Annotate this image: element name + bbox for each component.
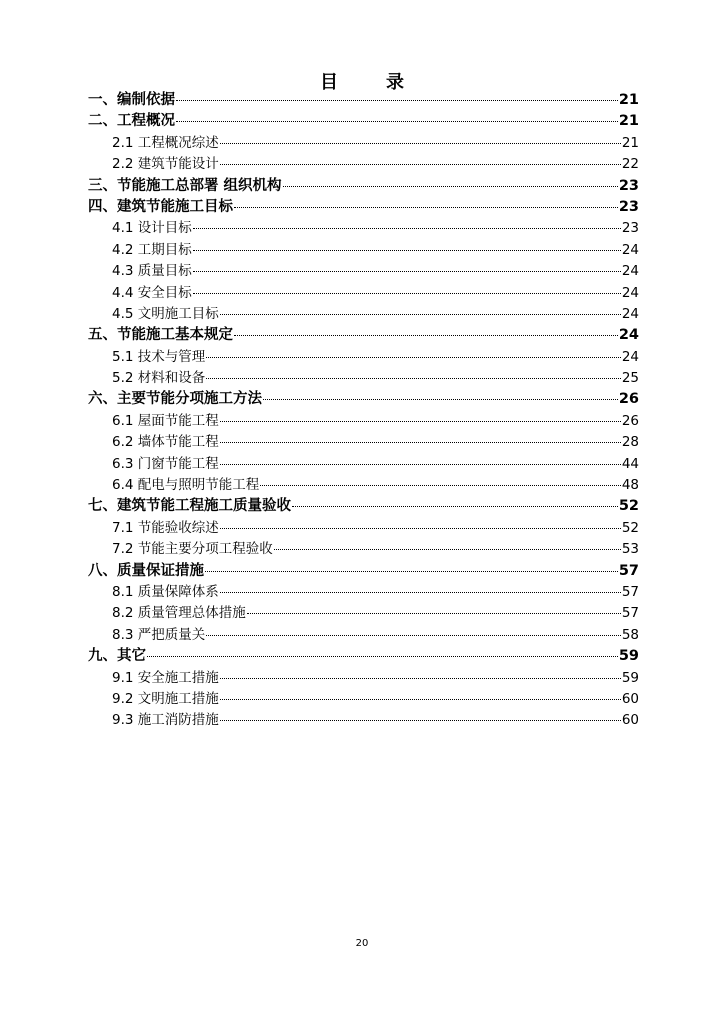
- toc-entry-section[interactable]: [88, 347, 639, 368]
- toc-entry-label: 六、主要节能分项施工方法: [88, 391, 262, 408]
- toc-entry-chapter[interactable]: [88, 176, 639, 197]
- toc-entry-page: 60: [621, 690, 639, 707]
- toc-entry-section[interactable]: [88, 539, 639, 560]
- dot-leader: [274, 549, 621, 550]
- toc-entry-label: 八、质量保证措施: [88, 562, 204, 579]
- toc-entry-page: 24: [621, 263, 639, 280]
- toc-entry-page: 25: [621, 370, 639, 387]
- dot-leader: [220, 592, 621, 593]
- toc-entry-label: 8.2 质量管理总体措施: [112, 605, 246, 622]
- dot-leader: [220, 314, 621, 315]
- toc-entry-page: 59: [618, 648, 639, 665]
- toc-entry-label: 4.2 工期目标: [112, 241, 192, 258]
- page-number: 20: [355, 938, 369, 949]
- toc-entry-label: 2.2 建筑节能设计: [112, 156, 219, 173]
- toc-entry-section[interactable]: [88, 411, 639, 432]
- toc-entry-section[interactable]: [88, 689, 639, 710]
- toc-entry-section[interactable]: [88, 475, 639, 496]
- toc-entry-page: 52: [618, 498, 639, 515]
- toc-entry-label: 5.1 技术与管理: [112, 348, 206, 365]
- dot-leader: [260, 485, 621, 486]
- dot-leader: [205, 571, 618, 572]
- toc-entry-section[interactable]: [88, 218, 639, 239]
- toc-entry-label: 6.4 配电与照明节能工程: [112, 477, 260, 494]
- toc-entry-label: 9.3 施工消防措施: [112, 712, 219, 729]
- toc-entry-page: 52: [621, 519, 639, 536]
- toc-entry-page: 48: [621, 477, 639, 494]
- toc-entry-page: 57: [618, 562, 639, 579]
- toc-entry-label: 6.1 屋面节能工程: [112, 412, 219, 429]
- toc-entry-section[interactable]: [88, 368, 639, 389]
- dot-leader: [147, 656, 618, 657]
- toc-entry-label: 四、建筑节能施工目标: [88, 198, 233, 215]
- toc-entry-section[interactable]: [88, 668, 639, 689]
- dot-leader: [220, 699, 621, 700]
- toc-entry-page: 23: [621, 220, 639, 237]
- toc-entry-page: 28: [621, 434, 639, 451]
- dot-leader: [193, 293, 621, 294]
- toc-entry-label: 4.4 安全目标: [112, 284, 192, 301]
- toc-entry-label: 九、其它: [88, 648, 146, 665]
- toc-entry-page: 24: [621, 241, 639, 258]
- dot-leader: [193, 228, 621, 229]
- toc-entry-page: 57: [621, 605, 639, 622]
- dot-leader: [234, 207, 618, 208]
- dot-leader: [263, 399, 618, 400]
- toc-entry-chapter[interactable]: [88, 496, 639, 517]
- toc-entry-chapter[interactable]: [88, 646, 639, 667]
- toc-entry-page: 60: [621, 712, 639, 729]
- toc-entry-label: 五、节能施工基本规定: [88, 327, 233, 344]
- toc-entry-label: 7.1 节能验收综述: [112, 519, 219, 536]
- toc-entry-chapter[interactable]: [88, 389, 639, 410]
- toc-entry-page: 21: [618, 113, 639, 130]
- toc-entry-label: 4.3 质量目标: [112, 263, 192, 280]
- toc-entry-chapter[interactable]: [88, 90, 639, 111]
- table-of-contents: [88, 90, 639, 732]
- toc-entry-section[interactable]: [88, 154, 639, 175]
- dot-leader: [220, 464, 621, 465]
- toc-entry-label: 4.5 文明施工目标: [112, 305, 219, 322]
- toc-entry-chapter[interactable]: [88, 197, 639, 218]
- dot-leader: [247, 613, 621, 614]
- toc-entry-label: 七、建筑节能工程施工质量验收: [88, 498, 291, 515]
- toc-entry-label: 6.3 门窗节能工程: [112, 455, 219, 472]
- toc-entry-label: 一、编制依据: [88, 92, 175, 108]
- dot-leader: [176, 121, 618, 122]
- dot-leader: [220, 442, 621, 443]
- toc-entry-section[interactable]: [88, 261, 639, 282]
- toc-entry-page: 23: [618, 198, 639, 215]
- toc-entry-page: 21: [621, 134, 639, 151]
- toc-entry-section[interactable]: [88, 304, 639, 325]
- title-char-2: 录: [386, 72, 404, 93]
- toc-entry-label: 5.2 材料和设备: [112, 370, 206, 387]
- toc-entry-page: 57: [621, 583, 639, 600]
- dot-leader: [234, 335, 618, 336]
- toc-entry-label: 8.3 严把质量关: [112, 626, 206, 643]
- dot-leader: [220, 164, 621, 165]
- toc-entry-page: 53: [621, 541, 639, 558]
- dot-leader: [176, 100, 618, 101]
- toc-entry-section[interactable]: [88, 582, 639, 603]
- toc-entry-label: 7.2 节能主要分项工程验收: [112, 541, 273, 558]
- toc-entry-label: 9.1 安全施工措施: [112, 669, 219, 686]
- toc-entry-page: 21: [618, 92, 639, 108]
- toc-entry-section[interactable]: [88, 283, 639, 304]
- toc-entry-chapter[interactable]: [88, 325, 639, 346]
- toc-entry-label: 二、工程概况: [88, 113, 175, 130]
- dot-leader: [283, 186, 618, 187]
- toc-entry-page: 58: [621, 626, 639, 643]
- title-char-1: 目: [320, 72, 338, 93]
- toc-entry-section[interactable]: [88, 133, 639, 154]
- dot-leader: [220, 528, 621, 529]
- toc-entry-page: 24: [621, 348, 639, 365]
- toc-entry-section[interactable]: [88, 625, 639, 646]
- toc-entry-page: 22: [621, 156, 639, 173]
- toc-entry-page: 44: [621, 455, 639, 472]
- toc-entry-page: 23: [618, 177, 639, 194]
- dot-leader: [206, 357, 621, 358]
- toc-entry-label: 三、节能施工总部署 组织机构: [88, 177, 282, 194]
- toc-entry-label: 8.1 质量保障体系: [112, 583, 219, 600]
- dot-leader: [206, 378, 621, 379]
- dot-leader: [220, 143, 621, 144]
- toc-entry-section[interactable]: [88, 603, 639, 624]
- dot-leader: [206, 635, 621, 636]
- toc-entry-page: 26: [621, 412, 639, 429]
- dot-leader: [193, 271, 621, 272]
- dot-leader: [292, 506, 618, 507]
- toc-entry-section[interactable]: [88, 454, 639, 475]
- dot-leader: [220, 421, 621, 422]
- toc-entry-section[interactable]: [88, 518, 639, 539]
- toc-entry-label: 2.1 工程概况综述: [112, 134, 219, 151]
- dot-leader: [193, 250, 621, 251]
- toc-entry-section[interactable]: [88, 710, 639, 731]
- toc-entry-page: 24: [618, 327, 639, 344]
- toc-entry-page: 24: [621, 284, 639, 301]
- toc-entry-label: 4.1 设计目标: [112, 220, 192, 237]
- toc-entry-page: 24: [621, 305, 639, 322]
- toc-entry-label: 9.2 文明施工措施: [112, 690, 219, 707]
- toc-entry-page: 59: [621, 669, 639, 686]
- toc-entry-section[interactable]: [88, 240, 639, 261]
- toc-entry-label: 6.2 墙体节能工程: [112, 434, 219, 451]
- toc-entry-chapter[interactable]: [88, 561, 639, 582]
- toc-entry-page: 26: [618, 391, 639, 408]
- toc-entry-chapter[interactable]: [88, 111, 639, 132]
- dot-leader: [220, 678, 621, 679]
- toc-entry-section[interactable]: [88, 432, 639, 453]
- dot-leader: [220, 720, 621, 721]
